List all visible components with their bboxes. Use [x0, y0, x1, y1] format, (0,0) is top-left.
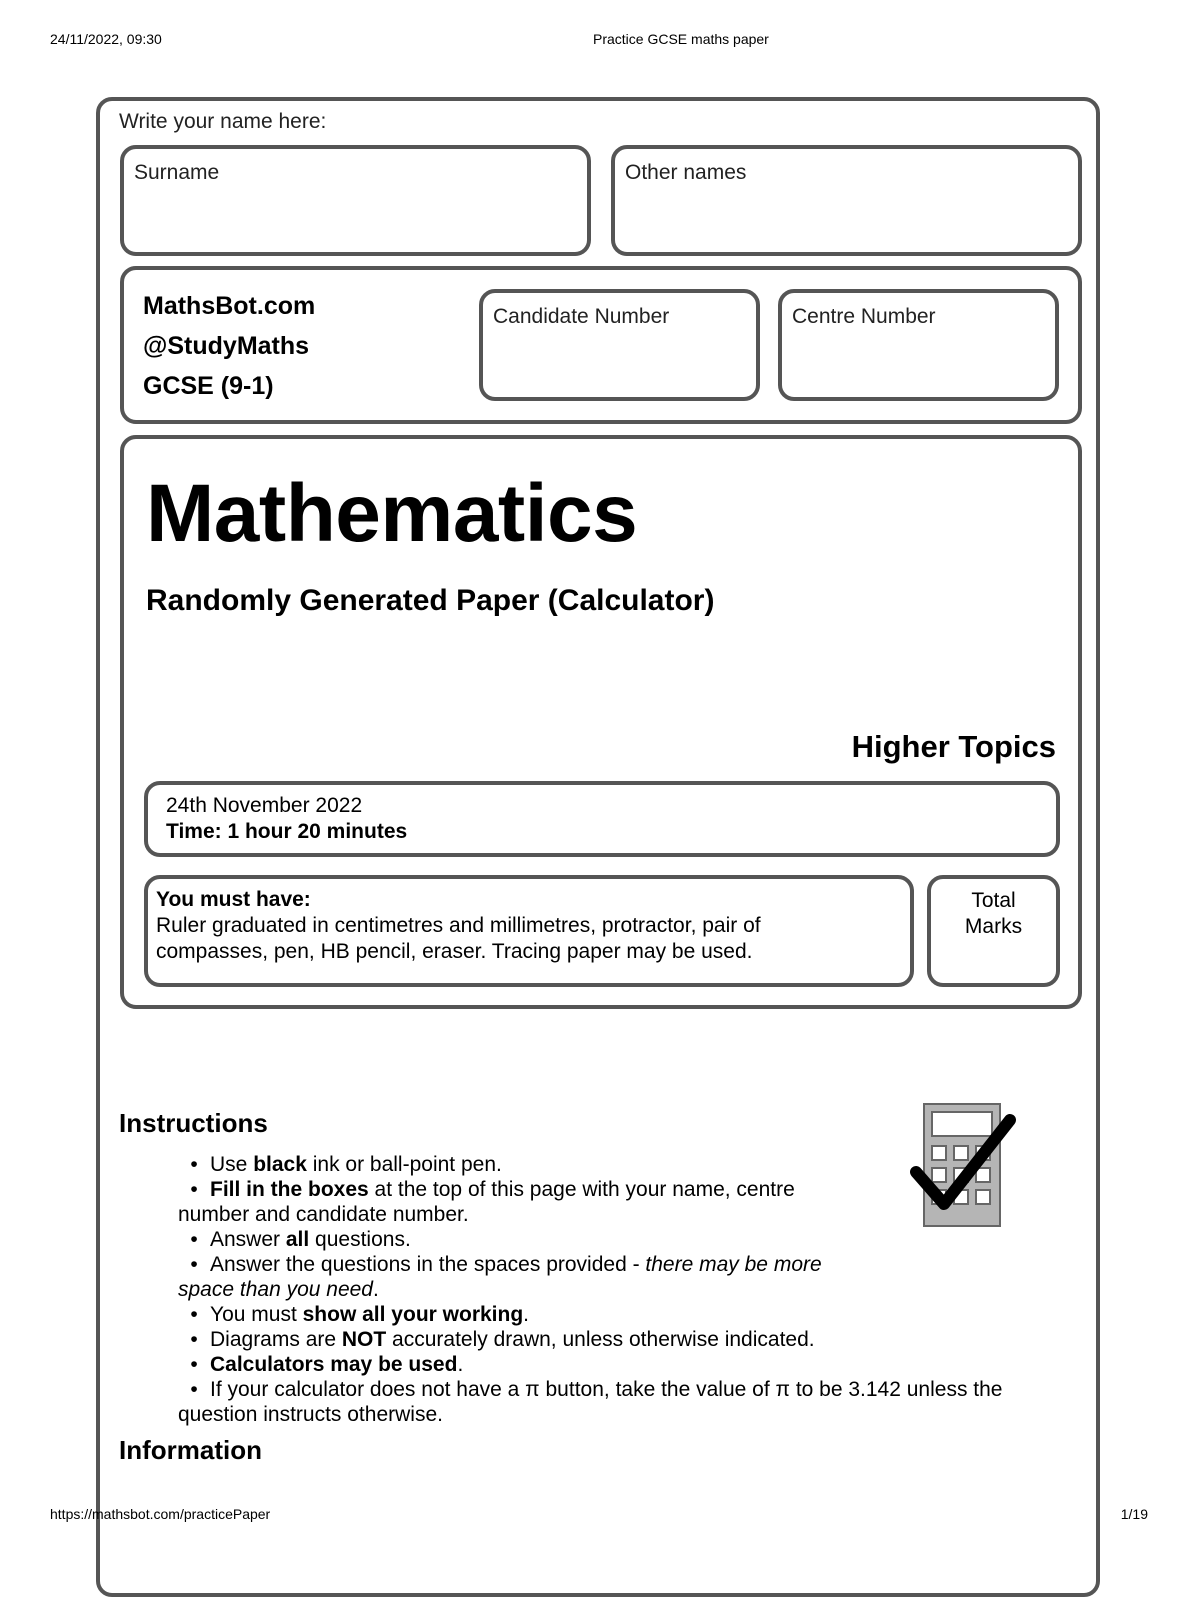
id-section [120, 266, 1082, 424]
instruction-text: at the top of this page with your name, centre [368, 1178, 795, 1201]
instruction-continuation [178, 1277, 1078, 1302]
centre-number-label: Centre Number [792, 305, 936, 328]
instruction-text: You must [210, 1303, 303, 1326]
print-page-count: 1/19 [1120, 1506, 1148, 1522]
bullet-icon: • [190, 1228, 198, 1251]
instruction-text: Answer [210, 1228, 286, 1251]
instruction-emphasis: Fill in the boxes [210, 1178, 369, 1201]
bullet-icon: • [190, 1378, 198, 1401]
twitter-handle: @StudyMaths [143, 332, 310, 360]
subject-title: Mathematics [146, 468, 638, 559]
instructions-heading: Instructions [119, 1108, 268, 1138]
instruction-text: . [523, 1303, 529, 1326]
instruction-item [178, 1252, 1078, 1277]
instruction-emphasis: show all your working [302, 1303, 524, 1326]
instruction-continuation [178, 1402, 1078, 1427]
must-have-line-1: Ruler graduated in centimetres and millimetres, protractor, pair of [156, 914, 761, 937]
name-prompt: Write your name here: [119, 110, 327, 133]
tier-label: Higher Topics [851, 729, 1056, 764]
marks-label: Marks [964, 915, 1023, 938]
instruction-emphasis: Calculators may be used [210, 1353, 458, 1376]
instruction-item [178, 1377, 1078, 1402]
exam-time: Time: 1 hour 20 minutes [166, 820, 408, 843]
other-names-label: Other names [625, 161, 747, 184]
instruction-item [178, 1352, 1078, 1377]
instruction-emphasis: all [285, 1228, 310, 1251]
bullet-icon: • [190, 1153, 198, 1176]
must-have-heading: You must have: [156, 888, 311, 911]
bullet-icon: • [190, 1353, 198, 1376]
instruction-text: Answer the questions in the spaces provided - [210, 1253, 646, 1276]
instruction-text: accurately drawn, unless otherwise indicated. [386, 1328, 815, 1351]
instruction-text: . [457, 1353, 464, 1376]
total-label: Total [971, 889, 1016, 912]
calculator-tick-icon [910, 1100, 1020, 1232]
paper-details-section [120, 435, 1082, 1009]
qualification-level: GCSE (9-1) [143, 372, 274, 400]
centre-number-box[interactable] [778, 289, 1059, 401]
instruction-text: number and candidate number. [178, 1203, 469, 1226]
bullet-icon: • [190, 1303, 198, 1326]
instruction-italic: space than you need [178, 1278, 373, 1301]
print-url: https://mathsbot.com/practicePaper [50, 1506, 271, 1522]
information-heading: Information [119, 1435, 262, 1465]
other-names-box[interactable] [611, 145, 1082, 256]
surname-label: Surname [134, 161, 220, 184]
instruction-emphasis: black [253, 1153, 307, 1176]
exam-date: 24th November 2022 [166, 794, 363, 817]
total-marks-label [931, 888, 1056, 940]
candidate-number-box[interactable] [479, 289, 760, 401]
must-have-line-2: compasses, pen, HB pencil, eraser. Tracing paper may be used. [156, 940, 753, 963]
instruction-emphasis: NOT [341, 1328, 387, 1351]
instruction-text: Diagrams are [210, 1328, 342, 1351]
candidate-number-label: Candidate Number [493, 305, 670, 328]
instruction-text: If your calculator does not have a π button, take the value of π to be 3.142 unless the [210, 1378, 1003, 1401]
print-datetime: 24/11/2022, 09:30 [50, 31, 162, 47]
instruction-italic: there may be more [645, 1253, 822, 1276]
instruction-text: Use [210, 1153, 254, 1176]
print-page-title: Practice GCSE maths paper [593, 31, 769, 47]
instruction-item [178, 1302, 1078, 1327]
paper-subtitle: Randomly Generated Paper (Calculator) [146, 584, 715, 617]
requirements-box [144, 875, 914, 987]
site-name: MathsBot.com [143, 292, 316, 320]
surname-box[interactable] [120, 145, 591, 256]
instruction-text: ink or ball-point pen. [306, 1153, 502, 1176]
instruction-item [178, 1327, 1078, 1352]
bullet-icon: • [190, 1178, 198, 1201]
date-time-box [144, 781, 1060, 857]
total-marks-box [927, 875, 1060, 987]
instruction-text: . [373, 1278, 379, 1301]
instruction-text: question instructs otherwise. [178, 1403, 443, 1426]
bullet-icon: • [190, 1253, 198, 1276]
bullet-icon: • [190, 1328, 198, 1351]
instruction-text: questions. [309, 1228, 411, 1251]
